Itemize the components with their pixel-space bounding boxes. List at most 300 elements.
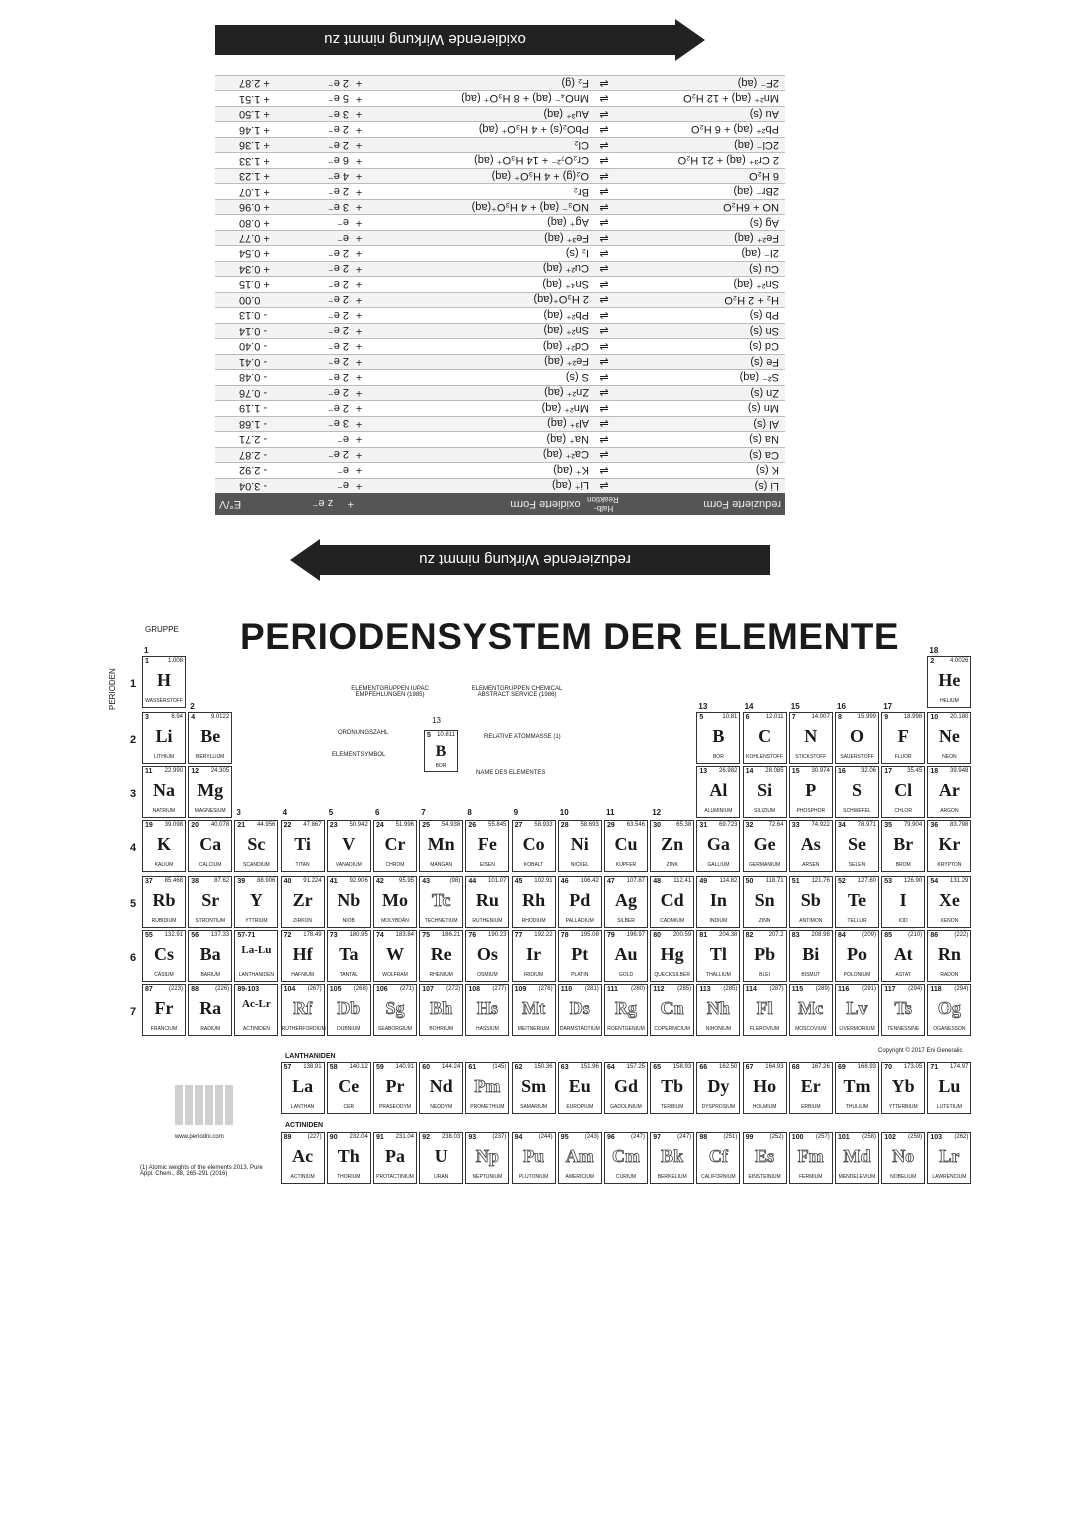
atomic-number: 3 <box>145 714 149 721</box>
atomic-number: 105 <box>329 986 342 993</box>
atomic-mass: (210) <box>908 932 923 938</box>
atomic-number: 106 <box>376 986 388 993</box>
element-symbol: Ti <box>294 834 311 854</box>
half-reaction-row <box>215 385 785 400</box>
element-name: SILIZIUM <box>754 808 776 814</box>
atomic-mass: (291) <box>861 986 876 992</box>
element-cell <box>881 766 925 818</box>
atomic-mass: 40.078 <box>210 822 230 828</box>
element-cell <box>835 984 879 1036</box>
atomic-mass: (289) <box>815 986 830 992</box>
atomic-mass: 157.25 <box>626 1064 645 1070</box>
atomic-mass: 238.03 <box>441 1134 461 1140</box>
element-symbol: Ir <box>526 944 542 964</box>
element-symbol: Br <box>893 834 914 854</box>
standard-potential: + 2.87 <box>239 77 270 90</box>
atomic-number: 86 <box>930 932 939 939</box>
element-name: MOLYBDÄN <box>381 918 409 924</box>
header-plus: + <box>347 498 354 510</box>
element-cell <box>927 712 971 764</box>
element-name: LANTHAN <box>290 1104 315 1110</box>
reduced-form: Ca (s) <box>749 448 779 461</box>
atomic-number: 41 <box>329 878 338 885</box>
element-cell <box>373 930 417 982</box>
oxidized-form: F₂ (g) <box>561 77 589 90</box>
electron-count: e⁻ <box>337 463 349 476</box>
standard-potential: + 1.46 <box>239 123 270 136</box>
half-reaction-row <box>215 338 785 353</box>
atomic-mass: (281) <box>584 986 599 992</box>
atomic-mass: 88.906 <box>257 878 276 884</box>
electron-count: 2 e⁻ <box>327 324 349 337</box>
reduced-form: 2I⁻ (aq) <box>741 247 779 259</box>
element-symbol: Gd <box>613 1076 638 1096</box>
electron-count: 2 e⁻ <box>327 277 349 290</box>
atomic-number: 100 <box>791 1134 804 1141</box>
element-symbol: In <box>709 890 727 910</box>
element-name: YTTERBIUM <box>888 1104 918 1110</box>
element-name: DYSPROSIUM <box>701 1104 736 1110</box>
standard-potential: + 0.34 <box>239 262 270 275</box>
atomic-mass: 192.22 <box>534 932 553 938</box>
element-cell <box>281 930 325 982</box>
element-cell <box>650 876 694 928</box>
element-symbol: Si <box>757 780 773 800</box>
half-reaction-row <box>215 369 785 384</box>
atomic-number: 88 <box>191 986 199 993</box>
element-name: MEITNERIUM <box>517 1026 550 1032</box>
equilibrium-arrow: ⇌ <box>599 370 609 383</box>
element-cell <box>373 876 417 928</box>
element-name: XENON <box>940 918 959 924</box>
atomic-number: 95 <box>560 1134 569 1141</box>
element-cell <box>281 1062 325 1114</box>
half-reaction-row <box>215 168 785 183</box>
element-name: ARGON <box>940 808 959 814</box>
group-number: 10 <box>559 808 569 817</box>
atomic-mass: 47.867 <box>303 822 322 828</box>
atomic-number: 78 <box>560 932 569 939</box>
element-cell <box>835 766 879 818</box>
half-reaction-row <box>215 137 785 152</box>
atomic-mass: 15.999 <box>857 714 876 720</box>
element-cell <box>604 1062 648 1114</box>
element-symbol: Nh <box>706 998 730 1018</box>
atomic-number: 84 <box>838 932 846 939</box>
element-symbol: Ho <box>753 1076 777 1096</box>
element-cell <box>789 1062 833 1114</box>
atomic-number: 50 <box>745 878 754 885</box>
element-name: TANTAL <box>339 972 359 978</box>
atomic-mass: (247) <box>630 1134 645 1140</box>
element-name: NEODYM <box>430 1104 453 1110</box>
element-cell <box>650 930 694 982</box>
half-reaction-row <box>215 261 785 276</box>
element-cell <box>188 766 232 818</box>
period-number: 5 <box>130 898 137 910</box>
element-cell <box>927 1132 971 1184</box>
element-symbol: Md <box>843 1146 871 1166</box>
half-reaction-row <box>215 462 785 477</box>
atomic-mass: 87.62 <box>214 878 230 884</box>
atomic-number: 118 <box>930 986 942 993</box>
plus-sign: + <box>355 479 363 492</box>
standard-potential: - 0.14 <box>239 324 268 337</box>
equilibrium-arrow: ⇌ <box>599 200 609 213</box>
element-name: IRIDIUM <box>524 972 544 978</box>
atomic-mass: (227) <box>307 1134 322 1140</box>
element-name: ACTINIUM <box>290 1174 315 1180</box>
element-symbol: F <box>897 726 909 746</box>
legend-ordnungszahl: ORDNUNGSZAHL <box>338 730 389 736</box>
atomic-number: 96 <box>607 1134 615 1141</box>
element-cell <box>881 930 925 982</box>
element-symbol: He <box>938 670 961 690</box>
element-symbol: Lu <box>938 1076 961 1096</box>
reduced-form: Ag (s) <box>749 216 779 229</box>
atomic-mass: 150.36 <box>534 1064 553 1070</box>
element-symbol: Tb <box>661 1076 684 1096</box>
element-cell <box>927 656 971 708</box>
group-number: 4 <box>282 808 288 817</box>
electron-count: e⁻ <box>337 432 349 445</box>
element-cell <box>696 876 740 928</box>
element-symbol: Db <box>337 998 361 1018</box>
group-number: 2 <box>190 702 195 711</box>
legend-example-symbol: B <box>435 743 447 760</box>
electron-count: 2 e⁻ <box>327 76 349 89</box>
equilibrium-arrow: ⇌ <box>599 355 609 368</box>
element-name: HOLMIUM <box>752 1104 777 1110</box>
element-cell <box>142 984 186 1036</box>
legend-cas: ELEMENTGRUPPEN CHEMICAL ABSTRACT SERVICE (1986) <box>471 686 563 698</box>
element-symbol: H <box>156 670 171 690</box>
element-name: ACTINIDEN <box>242 1026 270 1032</box>
element-name: HAFNIUM <box>291 972 314 978</box>
period-number: 4 <box>130 842 137 854</box>
element-symbol: Ne <box>938 726 960 746</box>
element-name: ERBIUM <box>801 1104 821 1110</box>
atomic-number: 42 <box>376 878 384 885</box>
equilibrium-arrow: ⇌ <box>599 324 609 337</box>
atomic-mass: 39.948 <box>950 768 969 774</box>
atomic-number: 107 <box>422 986 434 993</box>
element-name: STRONTIUM <box>195 918 226 924</box>
half-reaction-row <box>215 431 785 446</box>
legend-mass: RELATIVE ATOMMASSE (1) <box>484 734 561 740</box>
plus-sign: + <box>355 278 363 291</box>
atomic-number: 29 <box>607 822 615 829</box>
plus-sign: + <box>355 77 363 90</box>
atomic-mass: 69.723 <box>719 822 738 828</box>
element-name: BERKELIUM <box>657 1174 687 1180</box>
standard-potential: + 0.80 <box>239 216 270 229</box>
atomic-number: 19 <box>145 822 153 829</box>
element-symbol: Pa <box>385 1146 405 1166</box>
element-symbol: Ga <box>706 834 730 854</box>
atomic-number: 62 <box>514 1064 523 1071</box>
element-symbol: Tm <box>843 1076 871 1096</box>
element-symbol: Fe <box>477 834 497 854</box>
element-cell <box>465 1132 509 1184</box>
equilibrium-arrow: ⇌ <box>599 448 609 461</box>
standard-potential: - 0.40 <box>239 340 268 353</box>
element-cell <box>188 876 232 928</box>
element-name: RHENIUM <box>429 972 453 978</box>
element-name: TITAN <box>295 862 310 868</box>
element-name: BARIUM <box>200 972 220 978</box>
element-symbol: Yb <box>891 1076 915 1096</box>
element-symbol: Cn <box>660 998 684 1018</box>
electron-count: 2 e⁻ <box>327 448 349 461</box>
element-cell <box>419 876 463 928</box>
period-number: 6 <box>130 952 137 964</box>
atomic-number: 17 <box>884 768 892 775</box>
element-symbol: Pt <box>571 944 589 964</box>
atomic-number: 63 <box>560 1064 569 1071</box>
atomic-number: 76 <box>468 932 477 939</box>
oxidized-form: Cr₂O₇²⁻ + 14 H₃O⁺ (aq) <box>474 154 589 167</box>
element-symbol: Sg <box>385 998 405 1018</box>
equilibrium-arrow: ⇌ <box>599 339 609 352</box>
element-cell <box>327 820 371 872</box>
period-number: 1 <box>130 678 137 690</box>
element-cell <box>789 766 833 818</box>
standard-potential: + 1.23 <box>239 170 270 183</box>
element-cell <box>419 984 463 1036</box>
atomic-mass: 164.93 <box>765 1064 784 1070</box>
atomic-number: 1 <box>145 658 149 665</box>
reduced-form: 2 Cr³⁺ (aq) + 21 H₂O <box>677 154 779 167</box>
element-symbol: Bi <box>802 944 820 964</box>
element-name: CÄSIUM <box>154 972 174 978</box>
plus-sign: + <box>355 201 363 214</box>
atomic-mass: 4.0026 <box>950 658 969 664</box>
element-name: PRASEODYM <box>379 1104 411 1110</box>
atomic-number: 91 <box>376 1134 384 1141</box>
reduced-form: 2Br⁻ (aq) <box>733 185 779 198</box>
element-symbol: Ca <box>199 834 222 854</box>
atomic-mass: 58.693 <box>580 822 599 828</box>
plus-sign: + <box>355 108 363 121</box>
element-symbol: No <box>892 1146 915 1166</box>
element-cell <box>881 712 925 764</box>
electron-count: 3 e⁻ <box>327 107 349 120</box>
element-name: DARMSTADTIUM <box>559 1026 600 1032</box>
equilibrium-arrow: ⇌ <box>599 277 609 290</box>
standard-potential: - 2.71 <box>239 433 268 446</box>
element-symbol: Ce <box>338 1076 360 1096</box>
element-cell <box>373 984 417 1036</box>
atomic-mass: 138.91 <box>303 1064 322 1070</box>
atomic-mass: (247) <box>677 1134 692 1140</box>
atomic-number: 47 <box>607 878 615 885</box>
half-reaction-row <box>215 276 785 291</box>
atomic-number: 110 <box>560 986 573 993</box>
element-name: CHLOR <box>894 808 912 814</box>
atomic-mass: 168.93 <box>857 1064 876 1070</box>
atomic-number: 8 <box>838 714 842 721</box>
element-cell <box>881 1132 925 1184</box>
atomic-number: 111 <box>607 986 618 993</box>
element-symbol: La <box>292 1076 314 1096</box>
oxidized-form: Ca²⁺ (aq) <box>542 448 589 461</box>
atomic-mass: (226) <box>215 986 230 992</box>
atomic-number: 112 <box>653 986 665 993</box>
equilibrium-arrow: ⇌ <box>599 123 609 136</box>
atomic-number: 90 <box>329 1134 338 1141</box>
atomic-mass: 132.91 <box>164 932 183 938</box>
element-symbol: Og <box>937 998 961 1018</box>
element-name: SCHWEFEL <box>843 808 871 814</box>
element-cell <box>512 984 556 1036</box>
element-name: YTTRIUM <box>245 918 268 924</box>
electron-count: 2 e⁻ <box>327 185 349 198</box>
atomic-mass: 92.906 <box>349 878 368 884</box>
element-name: EISEN <box>479 862 495 868</box>
electron-count: 2 e⁻ <box>327 339 349 352</box>
element-name: GALLIUM <box>707 862 730 868</box>
element-name: FERMIUM <box>799 1174 823 1180</box>
element-cell <box>188 984 232 1036</box>
atomic-mass: 79.904 <box>903 822 923 828</box>
atomic-mass: (267) <box>307 986 322 992</box>
atomic-number: 71 <box>930 1064 939 1071</box>
reduced-form: Fe (s) <box>750 355 779 368</box>
oxidized-form: I₂ (s) <box>565 247 589 260</box>
atomic-number: 67 <box>745 1064 754 1071</box>
atomic-mass: 63.546 <box>626 822 645 828</box>
atomic-number: 45 <box>514 878 523 885</box>
atomic-number: 37 <box>145 878 153 885</box>
standard-potential: - 1.19 <box>239 402 268 415</box>
element-name: RUTHERFORDIUM <box>281 1026 326 1032</box>
element-name: SEABORGIUM <box>378 1026 412 1032</box>
element-cell <box>743 820 787 872</box>
equilibrium-arrow: ⇌ <box>599 262 609 275</box>
standard-potential: - 2.87 <box>239 448 268 461</box>
element-name: BOHRIUM <box>429 1026 453 1032</box>
standard-potential: + 1.07 <box>239 185 270 198</box>
atomic-number: 113 <box>699 986 711 993</box>
atomic-mass: (223) <box>168 986 183 992</box>
atomic-number: 55 <box>145 932 153 939</box>
element-name: SCANDIUM <box>243 862 270 868</box>
element-cell <box>512 930 556 982</box>
half-reaction-row <box>215 416 785 431</box>
element-cell <box>696 1132 740 1184</box>
group-number: 16 <box>837 702 846 711</box>
element-symbol: Ds <box>569 998 590 1018</box>
electron-count: 2 e⁻ <box>327 308 349 321</box>
atomic-number: 66 <box>699 1064 708 1071</box>
standard-potential: - 0.76 <box>239 386 268 399</box>
plus-sign: + <box>355 324 363 337</box>
oxidized-form: Zn²⁺ (aq) <box>544 386 589 399</box>
element-symbol: N <box>804 726 818 746</box>
reduced-form: Pb (s) <box>749 309 779 322</box>
atomic-number: 25 <box>422 822 430 829</box>
electron-count: 2 e⁻ <box>327 386 349 399</box>
element-symbol: Tl <box>709 944 727 964</box>
element-symbol: Sm <box>521 1076 547 1096</box>
standard-potential: + 0.54 <box>239 247 270 260</box>
atomic-mass: 126.90 <box>903 878 923 884</box>
electron-count: 2 e⁻ <box>327 370 349 383</box>
element-symbol: Cr <box>384 834 406 854</box>
element-name: NOBELIUM <box>890 1174 917 1180</box>
element-cell <box>789 1132 833 1184</box>
element-name: PLATIN <box>571 972 589 978</box>
element-cell <box>743 712 787 764</box>
atomic-number: 24 <box>376 822 384 829</box>
element-symbol: B <box>712 726 725 746</box>
oxidizing-arrow-label: oxidierende Wirkung nimmt zu <box>324 31 526 49</box>
standard-potential: + 1.50 <box>239 108 270 121</box>
element-symbol: Y <box>249 890 263 910</box>
element-name: TECHNETIUM <box>424 918 458 924</box>
atomic-mass: 91.224 <box>303 878 322 884</box>
atomic-mass: 112.41 <box>673 878 692 884</box>
standard-potential: + 1.36 <box>239 139 270 152</box>
element-name: INDIUM <box>709 918 728 924</box>
half-reaction-row <box>215 307 785 322</box>
element-symbol: Co <box>522 834 545 854</box>
atomic-mass: 24.305 <box>210 768 230 774</box>
group-number: 14 <box>744 702 754 711</box>
element-name: CADMIUM <box>660 918 685 924</box>
element-symbol: Na <box>153 780 175 800</box>
element-symbol: At <box>893 944 913 964</box>
header-z: z e⁻ <box>312 497 334 510</box>
atomic-number: 68 <box>791 1064 800 1071</box>
element-symbol: Cd <box>660 890 684 910</box>
reduced-form: 2Cl⁻ (aq) <box>734 138 779 151</box>
atomic-number: 83 <box>791 932 800 939</box>
element-name: EINSTEINIUM <box>748 1174 781 1180</box>
atomic-mass: (285) <box>723 986 738 992</box>
oxidized-form: Br₂ <box>573 185 589 198</box>
element-symbol: Th <box>337 1146 360 1166</box>
half-reaction-table <box>215 75 785 515</box>
atomic-mass: 167.26 <box>811 1064 830 1070</box>
element-name: OSMIUM <box>477 972 498 978</box>
element-name: NEON <box>942 754 957 760</box>
element-cell <box>927 1062 971 1114</box>
element-symbol: Be <box>200 726 221 746</box>
element-symbol: Ru <box>475 890 499 910</box>
plus-sign: + <box>355 448 363 461</box>
header-e0: E°/V <box>219 498 242 510</box>
element-symbol: Fl <box>756 998 773 1018</box>
element-name: BROM <box>895 862 911 868</box>
atomic-number: 115 <box>791 986 804 993</box>
electron-count: 2 e⁻ <box>327 401 349 414</box>
half-reaction-row <box>215 214 785 229</box>
reduced-form: NO + 6H₂O <box>723 201 779 214</box>
atomic-mass: (257) <box>815 1134 830 1140</box>
atomic-mass: 65.38 <box>676 822 692 828</box>
atomic-mass: 118.71 <box>765 878 784 884</box>
element-cell <box>373 1062 417 1114</box>
element-symbol: Mt <box>522 998 546 1018</box>
element-name: BLEI <box>759 972 771 978</box>
atomic-mass: 231.04 <box>395 1134 414 1140</box>
atomic-number: 6 <box>745 714 750 721</box>
atomic-mass: 174.97 <box>950 1064 969 1070</box>
atomic-number: 38 <box>191 878 199 885</box>
atomic-number: 60 <box>422 1064 430 1071</box>
